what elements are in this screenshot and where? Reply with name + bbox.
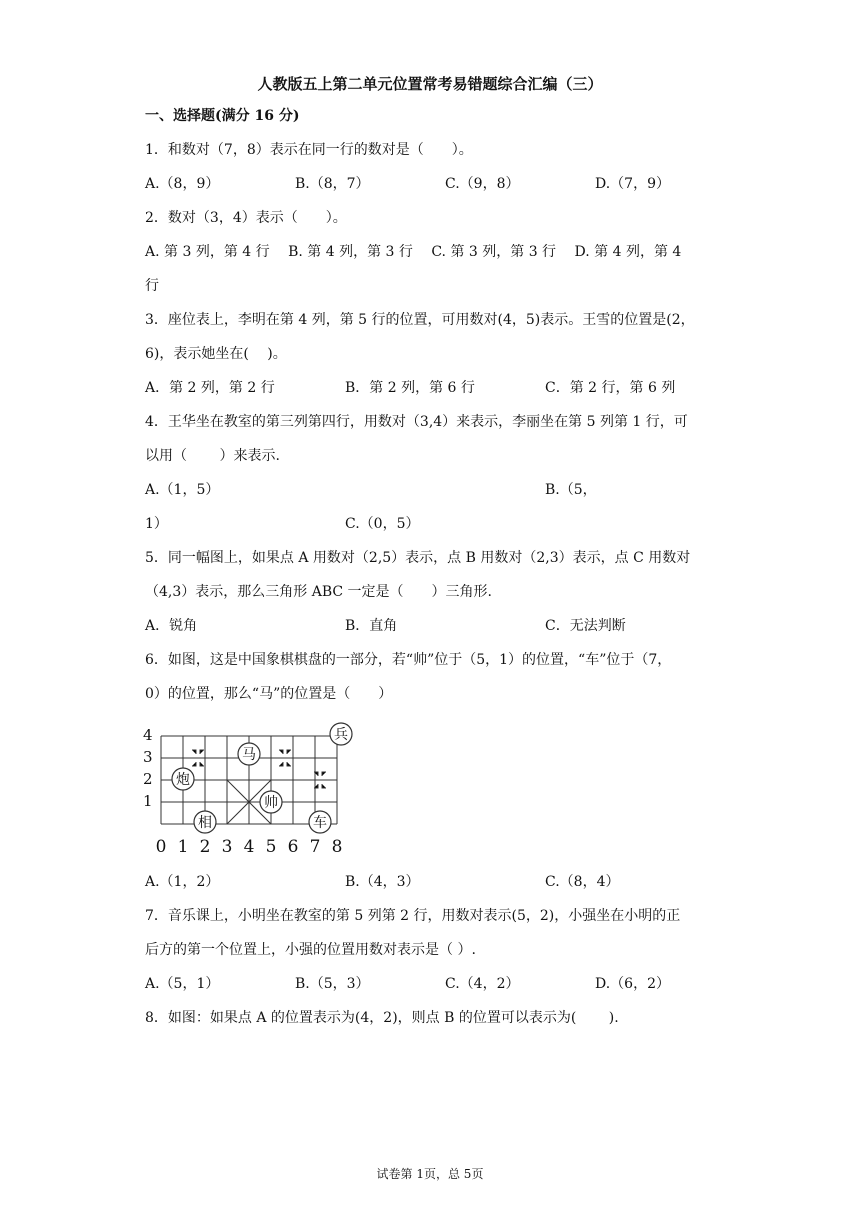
question-6-stem-cont: 0）的位置，那么“马”的位置是（ ） — [145, 686, 393, 702]
question-7-stem: 7．音乐课上，小明坐在教室的第 5 列第 2 行，用数对表示(5，2)，小强坐在小明的正 — [145, 908, 681, 924]
piece-ma-label: 马 — [242, 747, 256, 763]
question-1-stem: 1．和数对（7，8）表示在同一行的数对是（ ）。 — [145, 142, 473, 158]
q4-option-b-wrap: 1） — [145, 516, 168, 532]
question-4-stem-cont: 以用（ ）来表示. — [145, 448, 280, 464]
q2-options: A. 第 3 列，第 4 行 B. 第 4 列，第 3 行 C. 第 3 列，第 3 行 D. 第 4 列，第 4 — [145, 244, 682, 260]
page-footer: 试卷第 1页，总 5页 — [376, 1167, 484, 1181]
q5-option-a: A．锐角 — [145, 618, 198, 634]
x-label-8: 8 — [331, 837, 343, 857]
q1-option-c: C.（9，8） — [445, 176, 520, 192]
q7-option-b: B.（5，3） — [295, 976, 370, 992]
x-label-6: 6 — [287, 837, 299, 857]
q6-option-c: C.（8，4） — [545, 874, 620, 890]
question-2-stem: 2．数对（3，4）表示（ ）。 — [145, 210, 347, 226]
y-label-4: 4 — [143, 726, 153, 744]
piece-che-label: 车 — [313, 815, 327, 831]
y-label-1: 1 — [143, 792, 153, 810]
question-6-stem: 6．如图，这是中国象棋棋盘的一部分，若“帅”位于（5，1）的位置，“车”位于（7， — [145, 652, 672, 668]
q5-option-c: C．无法判断 — [545, 618, 626, 634]
q7-option-c: C.（4，2） — [445, 976, 520, 992]
piece-bing-label: 兵 — [334, 727, 348, 743]
chess-board-figure — [140, 716, 370, 860]
q4-option-a: A.（1，5） — [145, 482, 220, 498]
x-label-4: 4 — [243, 837, 255, 857]
section-heading: 一、选择题(满分 16 分) — [145, 108, 300, 124]
q2-options-wrap: 行 — [145, 278, 159, 294]
q3-option-a: A．第 2 列，第 2 行 — [145, 380, 275, 396]
x-label-7: 7 — [309, 837, 321, 857]
question-4-stem: 4．王华坐在教室的第三列第四行，用数对（3,4）来表示，李丽坐在第 5 列第 1 行，可 — [145, 414, 688, 430]
question-5-stem: 5．同一幅图上，如果点 A 用数对（2,5）表示，点 B 用数对（2,3）表示，点 C 用数对 — [145, 550, 691, 566]
x-label-5: 5 — [265, 837, 277, 857]
piece-shuai-label: 帅 — [264, 795, 278, 811]
page-title: 人教版五上第二单元位置常考易错题综合汇编（三） — [257, 75, 603, 93]
x-label-2: 2 — [199, 837, 211, 857]
q6-option-a: A.（1，2） — [145, 874, 220, 890]
q1-option-b: B.（8，7） — [295, 176, 370, 192]
q4-option-b: B.（5， — [545, 482, 597, 498]
question-8-stem: 8．如图：如果点 A 的位置表示为(4，2)，则点 B 的位置可以表示为( ). — [145, 1010, 619, 1026]
x-label-3: 3 — [221, 837, 233, 857]
q4-option-c: C.（0，5） — [345, 516, 420, 532]
q5-option-b: B．直角 — [345, 618, 398, 634]
question-5-stem-cont: （4,3）表示，那么三角形 ABC 一定是（ ）三角形. — [145, 584, 492, 600]
question-3-stem-cont: 6)，表示她坐在( )。 — [145, 346, 287, 362]
x-label-0: 0 — [155, 837, 167, 857]
question-7-stem-cont: 后方的第一个位置上，小强的位置用数对表示是（ ）. — [145, 942, 476, 958]
y-label-2: 2 — [143, 770, 153, 788]
q1-option-a: A.（8，9） — [145, 176, 220, 192]
q3-option-b: B．第 2 列，第 6 行 — [345, 380, 475, 396]
q7-option-d: D.（6，2） — [595, 976, 670, 992]
piece-pao-label: 炮 — [176, 772, 190, 788]
x-label-1: 1 — [177, 837, 189, 857]
q3-option-c: C．第 2 行，第 6 列 — [545, 380, 676, 396]
question-3-stem: 3．座位表上，李明在第 4 列，第 5 行的位置，可用数对(4，5)表示。王雪的位置是(2， — [145, 312, 695, 328]
y-label-3: 3 — [143, 748, 153, 766]
piece-xiang-label: 相 — [198, 815, 212, 831]
q7-option-a: A.（5，1） — [145, 976, 220, 992]
q6-option-b: B.（4，3） — [345, 874, 420, 890]
q1-option-d: D.（7，9） — [595, 176, 670, 192]
